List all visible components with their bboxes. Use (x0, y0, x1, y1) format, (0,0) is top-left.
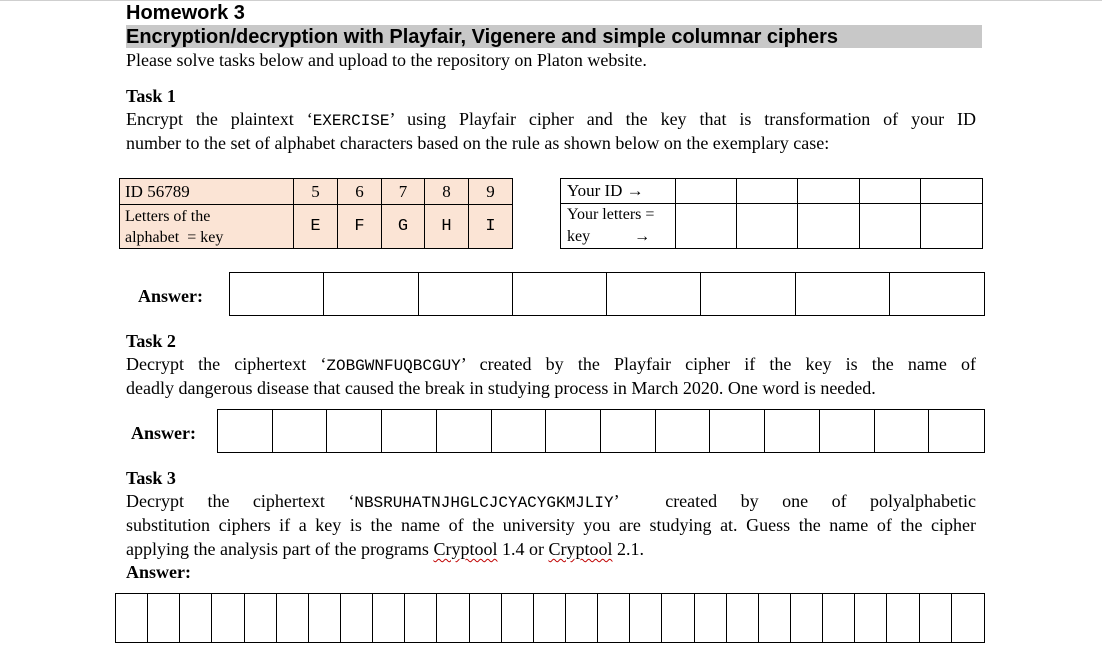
answer-cell[interactable] (710, 410, 765, 452)
example-digit: 7 (382, 179, 425, 205)
example-letter: I (469, 205, 513, 249)
your-id-digit-cell[interactable] (860, 179, 921, 204)
answer-cell[interactable] (929, 410, 984, 452)
example-digit: 8 (425, 179, 469, 205)
answer-cell[interactable] (820, 410, 875, 452)
example-letter: G (382, 205, 425, 249)
example-letter: E (294, 205, 338, 249)
answer-cell[interactable] (952, 594, 984, 642)
your-id-digit-cell[interactable] (921, 179, 983, 204)
your-id-digit-cell[interactable] (676, 179, 737, 204)
answer-cell[interactable] (887, 594, 919, 642)
answer-cell[interactable] (695, 594, 727, 642)
your-letter-cell[interactable] (798, 204, 860, 249)
answer-cell[interactable] (437, 594, 469, 642)
answer-cell[interactable] (327, 410, 382, 452)
answer-cell[interactable] (791, 594, 823, 642)
task1-line1: Encrypt the plaintext ‘EXERCISE’ using Playfair cipher and the key that is transformation of your ID (126, 109, 976, 130)
answer-cell[interactable] (309, 594, 341, 642)
answer-cell[interactable] (765, 410, 820, 452)
task3-line2: substitution ciphers if a key is the name of the university you are studying at. Guess the name of the cipher (126, 515, 976, 535)
answer-cell[interactable] (273, 410, 328, 452)
example-id-label: ID 56789 (120, 179, 294, 205)
task2-answer-label: Answer: (131, 423, 196, 443)
your-id-label: Your ID → (561, 179, 676, 204)
answer-cell[interactable] (277, 594, 309, 642)
example-digit: 5 (294, 179, 338, 205)
task1-line2: number to the set of alphabet characters based on the rule as shown below on the exemplary case: (126, 133, 830, 153)
answer-cell[interactable] (546, 410, 601, 452)
your-letter-cell[interactable] (860, 204, 921, 249)
your-letter-cell[interactable] (921, 204, 983, 249)
answer-cell[interactable] (324, 273, 418, 315)
your-id-digit-cell[interactable] (737, 179, 798, 204)
task2-line1: Decrypt the ciphertext ‘ZOBGWNFUQBCGUY’ created by the Playfair cipher if the key is the name of (126, 354, 977, 375)
cryptool-link: Cryptool (433, 539, 498, 559)
answer-cell[interactable] (601, 410, 656, 452)
your-letters-label: Your letters = key → (561, 204, 676, 249)
task2-answer-grid (217, 409, 985, 453)
task1-plaintext: EXERCISE (312, 112, 390, 130)
example-letter: H (425, 205, 469, 249)
your-id-digit-cell[interactable] (798, 179, 860, 204)
answer-cell[interactable] (245, 594, 277, 642)
answer-cell[interactable] (116, 594, 148, 642)
answer-cell[interactable] (701, 273, 795, 315)
page-top-border (0, 0, 1102, 1)
answer-cell[interactable] (890, 273, 984, 315)
answer-cell[interactable] (502, 594, 534, 642)
subtitle-highlight (126, 25, 982, 48)
your-letter-cell[interactable] (676, 204, 737, 249)
task3-line3: applying the analysis part of the programs Cryptool 1.4 or Cryptool 2.1. (126, 539, 644, 559)
task3-heading: Task 3 (126, 468, 176, 488)
task3-answer-grid (115, 593, 985, 643)
intro-text: Please solve tasks below and upload to the repository on Platon website. (126, 50, 647, 70)
answer-cell[interactable] (759, 594, 791, 642)
answer-cell[interactable] (598, 594, 630, 642)
answer-cell[interactable] (662, 594, 694, 642)
answer-cell[interactable] (419, 273, 513, 315)
homework-title: Homework 3 (126, 2, 245, 24)
answer-cell[interactable] (148, 594, 180, 642)
your-id-table (560, 178, 983, 249)
answer-cell[interactable] (218, 410, 273, 452)
answer-cell[interactable] (630, 594, 662, 642)
homework-subtitle: Encryption/decryption with Playfair, Vigenere and simple columnar ciphers (126, 26, 839, 48)
example-digit: 6 (338, 179, 382, 205)
task3-line1: Decrypt the ciphertext ‘NBSRUHATNJHGLCJCYACYGKMJLIY’ created by one of polyalphabetic (126, 491, 976, 512)
cryptool-link: Cryptool (548, 539, 613, 559)
answer-cell[interactable] (513, 273, 607, 315)
task3-ciphertext: NBSRUHATNJHGLCJCYACYGKMJLIY (354, 494, 614, 512)
answer-cell[interactable] (823, 594, 855, 642)
task1-heading: Task 1 (126, 86, 176, 106)
task3-answer-label: Answer: (126, 562, 191, 582)
task1-answer-grid (229, 272, 985, 316)
answer-cell[interactable] (875, 410, 930, 452)
task2-line2: deadly dangerous disease that caused the break in studying process in March 2020. One word is needed. (126, 378, 876, 398)
answer-cell[interactable] (212, 594, 244, 642)
answer-cell[interactable] (796, 273, 890, 315)
example-id-table (119, 178, 513, 249)
answer-cell[interactable] (656, 410, 711, 452)
answer-cell[interactable] (566, 594, 598, 642)
answer-cell[interactable] (470, 594, 502, 642)
example-letters-label: Letters of the alphabet = key (120, 205, 294, 249)
answer-cell[interactable] (373, 594, 405, 642)
answer-cell[interactable] (180, 594, 212, 642)
your-letter-cell[interactable] (737, 204, 798, 249)
task2-ciphertext: ZOBGWNFUQBCGUY (326, 357, 461, 375)
answer-cell[interactable] (382, 410, 437, 452)
answer-cell[interactable] (492, 410, 547, 452)
answer-cell[interactable] (534, 594, 566, 642)
example-letter: F (338, 205, 382, 249)
answer-cell[interactable] (855, 594, 887, 642)
answer-cell[interactable] (607, 273, 701, 315)
example-digit: 9 (469, 179, 513, 205)
answer-cell[interactable] (920, 594, 952, 642)
answer-cell[interactable] (727, 594, 759, 642)
answer-cell[interactable] (405, 594, 437, 642)
answer-cell[interactable] (341, 594, 373, 642)
answer-cell[interactable] (230, 273, 324, 315)
answer-cell[interactable] (437, 410, 492, 452)
task2-heading: Task 2 (126, 331, 176, 351)
task1-answer-label: Answer: (138, 286, 203, 306)
